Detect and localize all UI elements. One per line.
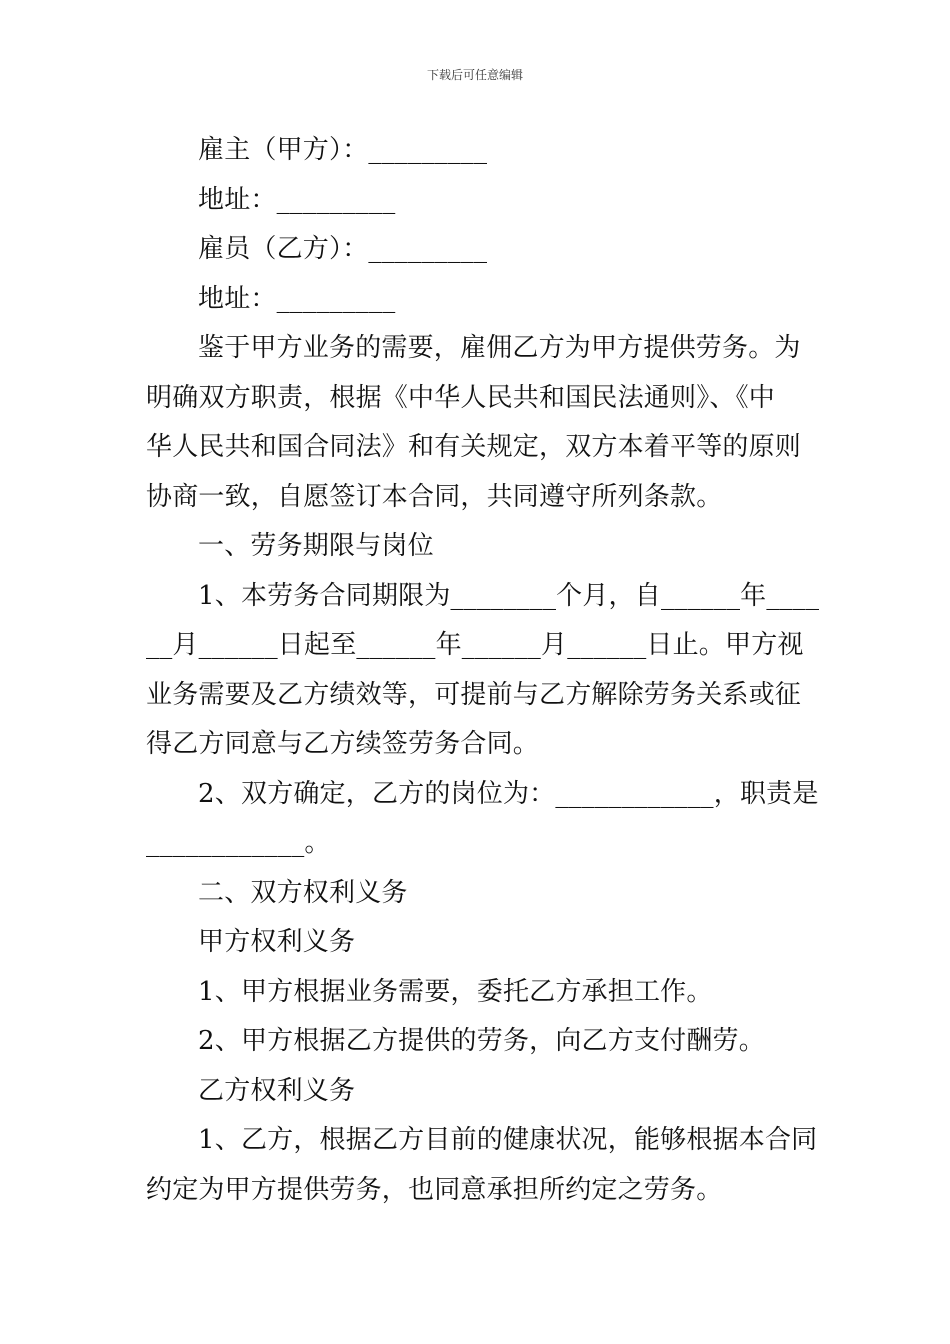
clause-line: 1、甲方根据业务需要，委托乙方承担工作。 (198, 976, 713, 1007)
clause-line: 约定为甲方提供劳务，也同意承担所约定之劳务。 (146, 1174, 723, 1205)
employer-line: 雇主（甲方）：_________ (198, 135, 488, 165)
clause-line: ____________。 (146, 828, 331, 858)
employee-address-line: 地址：_________ (198, 283, 396, 314)
clause-line: 2、甲方根据乙方提供的劳务，向乙方支付酬劳。 (198, 1026, 765, 1056)
section-heading: 一、劳务期限与岗位 (198, 531, 434, 561)
header-note: 下载后可任意编辑 (426, 68, 523, 82)
employer-address-line: 地址：_________ (198, 184, 396, 215)
document-body (146, 126, 820, 1215)
clause-line: 1、乙方，根据乙方目前的健康状况，能够根据本合同 (198, 1125, 818, 1155)
employee-line: 雇员（乙方）：_________ (198, 234, 488, 264)
clause-line: 2、双方确定，乙方的岗位为：____________，职责是 (198, 778, 819, 809)
clause-line: 1、本劳务合同期限为________个月，自______年____ (198, 580, 820, 611)
subsection-heading: 甲方权利义务 (198, 927, 356, 957)
preamble-line: 鉴于甲方业务的需要，雇佣乙方为甲方提供劳务。为 (198, 333, 801, 363)
preamble-line: 协商一致，自愿签订本合同，共同遵守所列条款。 (146, 481, 723, 512)
clause-line: __月______日起至______年______月______日止。甲方视 (146, 630, 804, 660)
clause-line: 业务需要及乙方绩效等，可提前与乙方解除劳务关系或征 (146, 679, 802, 710)
subsection-heading: 乙方权利义务 (198, 1075, 356, 1106)
preamble-line: 明确双方职责，根据《中华人民共和国民法通则》、《中 (146, 382, 776, 413)
preamble-line: 华人民共和国合同法》和有关规定，双方本着平等的原则 (146, 432, 802, 462)
section-heading: 二、双方权利义务 (198, 877, 408, 908)
clause-line: 得乙方同意与乙方续签劳务合同。 (146, 729, 540, 759)
